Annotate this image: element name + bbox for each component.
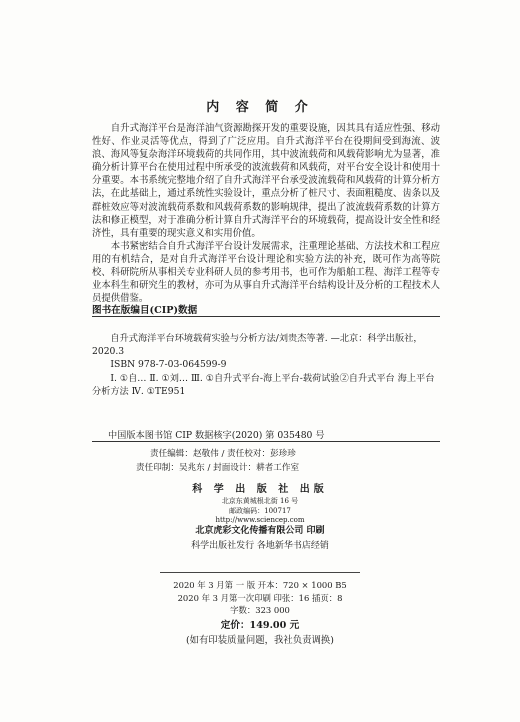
cip-heading: 图书在版编目(CIP)数据 (92, 305, 198, 316)
credits-print-design: 责任印制：吴兆东 / 封面设计：耕者工作室 (136, 463, 300, 473)
printer: 北京虎彩文化传播有限公司 印刷 (195, 526, 325, 536)
cip-line-isbn: ISBN 978-7-03-064599-9 (110, 359, 227, 371)
distribution: 科学出版社发行 各地新华书店经销 (191, 541, 329, 551)
price: 定价：149.00 元 (220, 620, 300, 631)
page-title: 内 容 简 介 (206, 100, 314, 115)
spec-edition: 2020 年 3 月第 一 版 开本：720 × 1000 B5 (173, 580, 347, 590)
cip-top-rule (92, 316, 440, 317)
cip-record (92, 332, 440, 398)
quality-notice: (如有印装质量问题，我社负责调换) (186, 635, 334, 646)
cip-line-classification: Ⅰ. ①自… Ⅱ. ①刘… Ⅲ. ①自升式平台-海上平台-载荷试验②自升式平台 海上平台 分析方法 Ⅳ. ①TE951 (92, 372, 435, 397)
abstract (92, 122, 440, 305)
publisher-name: 科 学 出 版 社 出版 (192, 484, 328, 495)
cip-bottom-rule (92, 441, 440, 442)
spec-wordcount: 字数：323 000 (230, 605, 290, 615)
publisher-postcode: 邮政编码：100717 (229, 507, 291, 515)
spec-printing: 2020 年 3 月第一次印刷 印张：16 插页：8 (177, 593, 343, 603)
abstract-paragraph-1: 自升式海洋平台是海洋油气资源勘探开发的重要设施，因其具有适应性强、移动性好、作业灵活等优点，得到了广泛应用。自升式海洋平台在役期间受到海流、波浪、海风等复杂海洋环境载荷的共同作用，其中波流载荷和风载荷影响尤为显著，准确分析计算平台在使用过程中所承受的波流载荷和风载荷，对平台安全设计和使用十分重要。本书系统完整地介绍了自升式海洋平台承受波流载荷和风载荷的计算分析方法，在此基础上，通过系统性实验设计，重点分析了桩尺寸、表面粗糙度、齿条以及群桩效应等对波流载荷系数和风载荷系数的影响规律，提出了波流载荷系数的计算方法和修正模型，对于准确分析计算自升式海洋平台的环境载荷，提高设计安全性和经济性，具有重要的现实意义和实用价值。 (92, 123, 440, 239)
cip-footer: 中国版本图书馆 CIP 数据核字(2020) 第 035480 号 (108, 430, 325, 441)
publisher-address: 北京东黄城根北街 16 号 (221, 497, 299, 505)
publisher-url: http://www.sciencep.com (215, 516, 305, 524)
abstract-paragraph-2: 本书紧密结合自升式海洋平台设计发展需求，注重理论基础、方法技术和工程应用的有机结合，是对自升式海洋平台设计理论和实验方法的补充，既可作为高等院校、科研院所从事相关专业科研人员的参考用书，也可作为船舶工程、海洋工程等专业本科生和研究生的教材，亦可为从事自升式海洋平台结构设计及分析的工程技术人员提供借鉴。 (92, 240, 440, 305)
credits-editors: 责任编辑：赵敬伟 / 责任校对：彭珍珍 (150, 449, 296, 459)
cip-line-citation: 自升式海洋平台环境载荷实验与分析方法/刘贵杰等著. —北京：科学出版社，2020.3 (92, 333, 423, 358)
spec-rule (160, 572, 360, 573)
